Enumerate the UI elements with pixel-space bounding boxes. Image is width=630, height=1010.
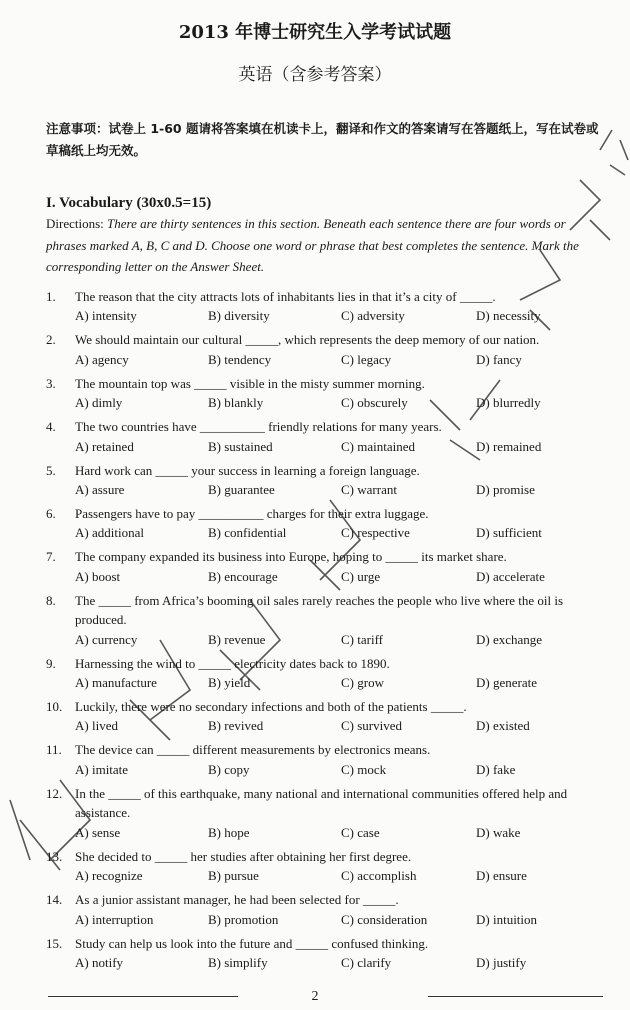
answer-option: D) intuition [476, 911, 538, 927]
answer-option: D) promise [476, 482, 535, 498]
notice-text: 注意事项：试卷上 1-60 题请将答案填在机读卡上，翻译和作文的答案请写在答题纸上，写在试卷或草稿纸上均无效。 [46, 121, 599, 158]
question-number: 5. [46, 462, 56, 478]
answer-option: B) guarantee [208, 482, 275, 498]
question-item [46, 890, 606, 929]
answer-option: D) wake [476, 824, 521, 840]
question-stem: She decided to _____ her studies after obtaining her first degree. [75, 848, 412, 864]
question-item [46, 697, 606, 736]
question-stem: In the _____ of this earthquake, many national and international communities offered help and assistance. [75, 785, 568, 821]
question-number: 11. [46, 742, 62, 758]
answer-option: C) mock [341, 761, 387, 777]
answer-option: A) sense [75, 824, 121, 840]
question-item [46, 547, 606, 586]
question-stem: The company expanded its business into Europe, hoping to _____ its market share. [75, 549, 507, 565]
answer-option: C) grow [341, 675, 384, 691]
answer-option: D) justify [476, 954, 527, 970]
question-stem: The reason that the city attracts lots of inhabitants lies in that it’s a city of _____. [75, 289, 496, 304]
answer-option: C) tariff [341, 631, 383, 647]
answer-option: B) encourage [208, 568, 278, 584]
answer-option: D) fancy [476, 351, 522, 367]
answer-option: A) interruption [75, 911, 154, 927]
answer-option: D) existed [476, 718, 530, 734]
question-item [46, 504, 606, 543]
answer-option: C) accomplish [341, 868, 417, 884]
answer-option: B) diversity [208, 308, 270, 324]
answer-option: D) ensure [476, 868, 527, 884]
answer-option: B) simplify [208, 954, 268, 970]
answer-option: C) urge [341, 568, 381, 584]
answer-option: A) agency [75, 351, 129, 367]
footer-line-right [428, 996, 603, 997]
answer-option: A) intensity [75, 308, 137, 324]
question-number: 14. [46, 892, 63, 908]
answer-option: D) accelerate [476, 568, 545, 584]
answer-option: C) warrant [341, 482, 397, 498]
answer-option: C) consideration [341, 911, 428, 927]
question-stem: The two countries have __________ friendly relations for many years. [75, 419, 442, 435]
answer-option: D) exchange [476, 631, 543, 647]
answer-option: A) additional [75, 525, 144, 541]
answer-option: A) boost [75, 568, 121, 584]
question-number: 4. [46, 419, 56, 435]
answer-option: B) hope [208, 824, 250, 840]
question-number: 12. [46, 785, 63, 801]
answer-option: D) blurredly [476, 395, 541, 411]
answer-option: C) obscurely [341, 395, 408, 411]
answer-option: D) necessity [476, 308, 541, 324]
question-item [46, 847, 606, 886]
question-stem: The _____ from Africa’s booming oil sales rarely reaches the people who live where the oil is produced. [75, 592, 564, 628]
question-stem: As a junior assistant manager, he had been selected for _____. [75, 892, 399, 908]
question-number: 7. [46, 549, 56, 565]
answer-option: A) recognize [75, 868, 143, 884]
answer-option: B) promotion [208, 911, 279, 927]
answer-option: D) sufficient [476, 525, 542, 541]
answer-option: B) confidential [208, 525, 287, 541]
answer-option: A) currency [75, 631, 138, 647]
question-list [46, 287, 606, 977]
question-stem: Harnessing the wind to _____ electricity dates back to 1890. [75, 655, 390, 671]
question-stem: Luckily, there were no secondary infections and both of the patients _____. [75, 699, 467, 715]
question-stem: Passengers have to pay __________ charges for their extra luggage. [75, 506, 429, 522]
answer-option: B) revenue [208, 631, 266, 647]
answer-option: C) respective [341, 525, 410, 541]
question-item [46, 287, 606, 326]
question-number: 10. [46, 699, 63, 715]
directions-label: Directions: [46, 216, 108, 231]
question-item [46, 330, 606, 369]
question-item [46, 934, 606, 973]
question-item [46, 374, 606, 413]
answer-option: C) case [341, 824, 380, 840]
answer-option: B) blankly [208, 395, 264, 411]
question-item [46, 740, 606, 779]
answer-option: A) notify [75, 954, 124, 970]
answer-option: C) legacy [341, 351, 392, 367]
answer-option: A) dimly [75, 395, 123, 411]
answer-option: A) lived [75, 718, 118, 734]
page-number: 2 [311, 989, 319, 1004]
answer-option: C) clarify [341, 954, 392, 970]
answer-option: B) pursue [208, 868, 259, 884]
directions-text: There are thirty sentences in this section. Beneath each sentence there are four words or phrases marked A, B, C and D. Choose one word or phrase that best completes the sentence. Mark the corresponding letter on the Answer Sheet. [46, 216, 579, 274]
answer-option: B) yield [208, 675, 251, 691]
question-stem: Hard work can _____ your success in learning a foreign language. [75, 462, 420, 478]
answer-option: C) adversity [341, 308, 405, 324]
question-number: 3. [46, 375, 56, 391]
section-heading: I. Vocabulary (30x0.5=15) [46, 195, 212, 211]
question-number: 13. [46, 848, 63, 864]
question-number: 2. [46, 332, 56, 348]
answer-option: B) sustained [208, 438, 273, 454]
question-item [46, 461, 606, 500]
question-item [46, 784, 606, 842]
answer-option: D) generate [476, 675, 537, 691]
question-stem: We should maintain our cultural _____, which represents the deep memory of our nation. [75, 332, 540, 348]
question-item [46, 591, 606, 649]
question-item [46, 417, 606, 456]
answer-option: B) copy [208, 761, 250, 777]
answer-option: D) fake [476, 761, 516, 777]
question-stem: The device can _____ different measurements by electronics means. [75, 742, 431, 758]
answer-option: D) remained [476, 438, 542, 454]
exam-subtitle: 英语（含参考答案） [238, 65, 392, 85]
directions [46, 213, 606, 278]
question-number: 6. [46, 506, 56, 522]
question-item [46, 654, 606, 693]
question-stem: The mountain top was _____ visible in the misty summer morning. [75, 375, 425, 391]
question-number: 1. [46, 289, 56, 304]
exam-title: 2013 年博士研究生入学考试试题 [178, 22, 452, 43]
question-number: 9. [46, 655, 56, 671]
answer-option: A) retained [75, 438, 134, 454]
answer-option: C) survived [341, 718, 403, 734]
answer-option: A) assure [75, 482, 125, 498]
answer-option: B) tendency [208, 351, 272, 367]
question-number: 8. [46, 592, 56, 608]
answer-option: B) revived [208, 718, 264, 734]
question-number: 15. [46, 935, 63, 951]
answer-option: A) manufacture [75, 675, 157, 691]
question-stem: Study can help us look into the future and _____ confused thinking. [75, 935, 429, 951]
answer-option: A) imitate [75, 761, 129, 777]
answer-option: C) maintained [341, 438, 416, 454]
